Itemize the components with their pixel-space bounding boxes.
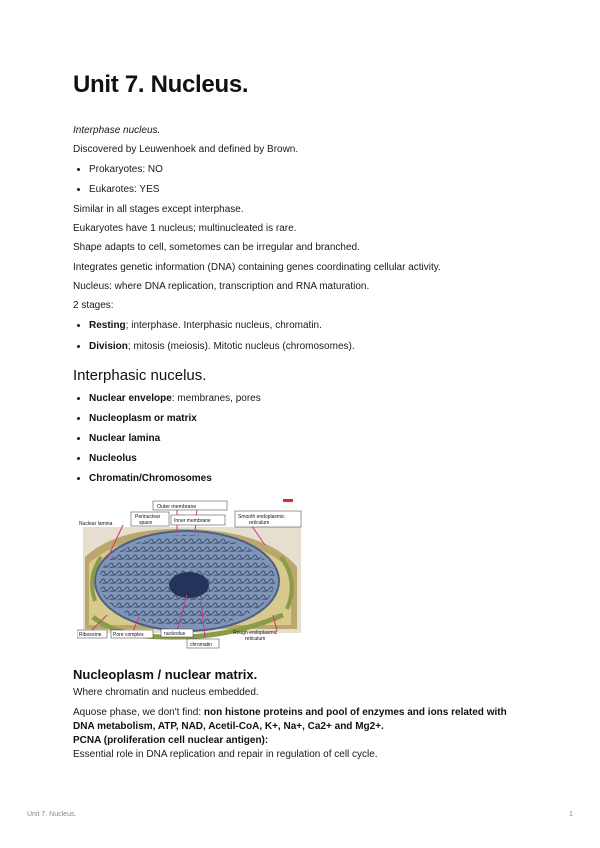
label-smooth-er: Smooth endoplasmic xyxy=(238,514,285,520)
label-perinuclear-space: space xyxy=(139,520,153,526)
bullet-icon xyxy=(77,457,80,460)
bullet-icon xyxy=(77,188,80,191)
bullet-icon xyxy=(77,417,80,420)
bullet-icon xyxy=(77,168,80,171)
footer-title: Unit 7. Nucleus. xyxy=(27,811,77,818)
bullet-icon xyxy=(77,324,80,327)
red-marker xyxy=(283,499,293,502)
label-ribosome: Ribosome xyxy=(79,632,102,638)
discovered-line: Discovered by Leuwenhoek and defined by Brown. xyxy=(73,144,299,155)
label-smooth-er-2: reticulum xyxy=(249,520,270,526)
label-rough-er-2: reticulum xyxy=(245,636,266,642)
label-rough-er: Rough endoplasmic xyxy=(233,630,278,636)
body-line: Shape adapts to cell, sometomes can be irregular and branched. xyxy=(73,242,360,253)
body-line: DNA metabolism, ATP, NAD, Acetil-CoA, K+, Na+, Ca2+ and Mg2+. xyxy=(73,721,384,732)
label-pore-complex: Pore complex xyxy=(113,632,144,638)
nucleus-diagram xyxy=(77,497,307,653)
bullet-icon xyxy=(77,345,80,348)
bullet-icon xyxy=(77,477,80,480)
bullet-icon xyxy=(77,397,80,400)
label-outer-membrane: Outer membrane xyxy=(157,504,197,510)
bullet-icon xyxy=(77,437,80,440)
section-heading: Interphasic nucelus. xyxy=(73,367,207,384)
body-line: PCNA (proliferation cell nuclear antigen): xyxy=(73,735,269,746)
body-line: Similar in all stages except interphase. xyxy=(73,204,244,215)
page-title: Unit 7. Nucleus. xyxy=(73,71,249,98)
body-line: Aquose phase, we don't find: non histone proteins and pool of enzymes and ions related with xyxy=(73,707,507,718)
body-line: Eukaryotes have 1 nucleus; multinucleated is rare. xyxy=(73,223,297,234)
label-nucleolus: nucleolus xyxy=(164,631,186,637)
body-line: Integrates genetic information (DNA) containing genes coordinating cellular activity. xyxy=(73,262,441,273)
label-perinuclear: Perinuclear xyxy=(135,514,161,520)
body-line: Nucleus: where DNA replication, transcription and RNA maturation. xyxy=(73,281,370,292)
page-number: 1 xyxy=(569,811,573,818)
section-heading: Nucleoplasm / nuclear matrix. xyxy=(73,667,258,682)
subtitle: Interphase nucleus. xyxy=(73,125,161,136)
label-nuclear-lamina: Nuclear lamina xyxy=(79,521,113,527)
body-line: Essential role in DNA replication and repair in regulation of cell cycle. xyxy=(73,749,378,760)
body-line: 2 stages: xyxy=(73,300,114,311)
label-chromatin: chromatin xyxy=(190,642,212,648)
label-inner-membrane: Inner membrane xyxy=(174,518,211,524)
body-line: Where chromatin and nucleus embedded. xyxy=(73,687,259,698)
